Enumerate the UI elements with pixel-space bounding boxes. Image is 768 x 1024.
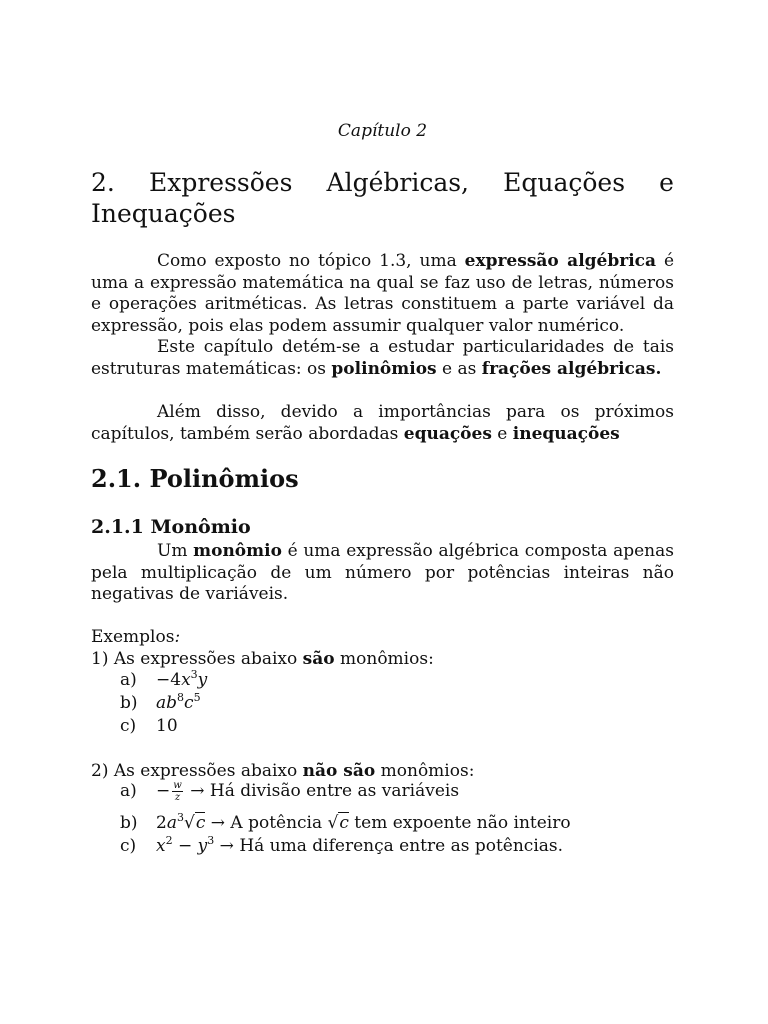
term-fracoes-algebricas: frações algébricas. [481, 358, 662, 379]
title-word: Algébricas, [326, 168, 469, 197]
example-1-item-c: c) 10 [120, 716, 178, 736]
examples-label: Exemplos: [91, 627, 181, 647]
term-monomio: monômio [193, 541, 282, 561]
math-expression: √c [327, 813, 349, 833]
term-expressao-algebrica: expressão algébrica [464, 251, 657, 271]
example-2-item-a: a) − $\frac{w}{z}$ → Há divisão entre as variáveis [120, 780, 460, 803]
term-equacoes: equações [403, 423, 492, 444]
title-line-2: Inequações [91, 199, 236, 228]
example-1-intro: 1) As expressões abaixo são monômios: [91, 649, 434, 669]
title-word: e [659, 168, 674, 197]
title-word: 2. [91, 168, 115, 197]
intro-paragraph-2: Este capítulo detém-se a estudar particularidades de tais estruturas matemáticas: os polinômios e as frações algébricas. [91, 337, 674, 379]
chapter-label: Capítulo 2 [337, 121, 428, 141]
example-2-intro: 2) As expressões abaixo não são monômios: [91, 761, 475, 781]
term-inequacoes: inequações [512, 423, 620, 444]
monomio-definition: Um monômio é uma expressão algébrica composta apenas pela multiplicação de um número por potências inteiras não negativas de variáveis. [91, 541, 674, 604]
section-heading-polinomios: 2.1. Polinômios [91, 464, 299, 493]
title-word: Expressões [148, 168, 293, 197]
math-expression: $-4x^3y$ [156, 668, 208, 690]
math-expression: $ab^8c^5$ [156, 691, 201, 713]
subsection-heading-monomio: 2.1.1 Monômio [91, 516, 251, 538]
term-polinomios: polinômios [331, 358, 437, 379]
math-expression: $x^2 - y^3$ [156, 834, 215, 856]
example-2-item-c: c) $x^2 - y^3$ → Há uma diferença entre as potências. [120, 834, 564, 856]
title-word: Equações [503, 168, 626, 197]
chapter-title [91, 167, 674, 229]
example-2-item-b: b) $2a^3√c \to A$ potência √c tem expoente não inteiro [120, 811, 571, 833]
math-expression: 10 [156, 716, 178, 736]
example-1-item-b: b) $ab^8c^5$ [120, 691, 201, 713]
example-1-item-a: $a) -4x^3y$ [120, 668, 208, 690]
math-expression: − $\frac{w}{z}$ [156, 780, 182, 803]
intro-paragraph-1: Como exposto no tópico 1.3, uma expressão algébrica é uma a expressão matemática na qual se faz uso de letras, números e operações aritméticas. As letras constituem a parte variável da expressão, pois elas podem assumir qualquer valor numérico. [91, 251, 675, 336]
intro-paragraph-3: Além disso, devido a importâncias para os próximos capítulos, também serão abordadas equações e inequações [91, 402, 674, 444]
math-expression: $2a^3√c$ [156, 811, 206, 833]
